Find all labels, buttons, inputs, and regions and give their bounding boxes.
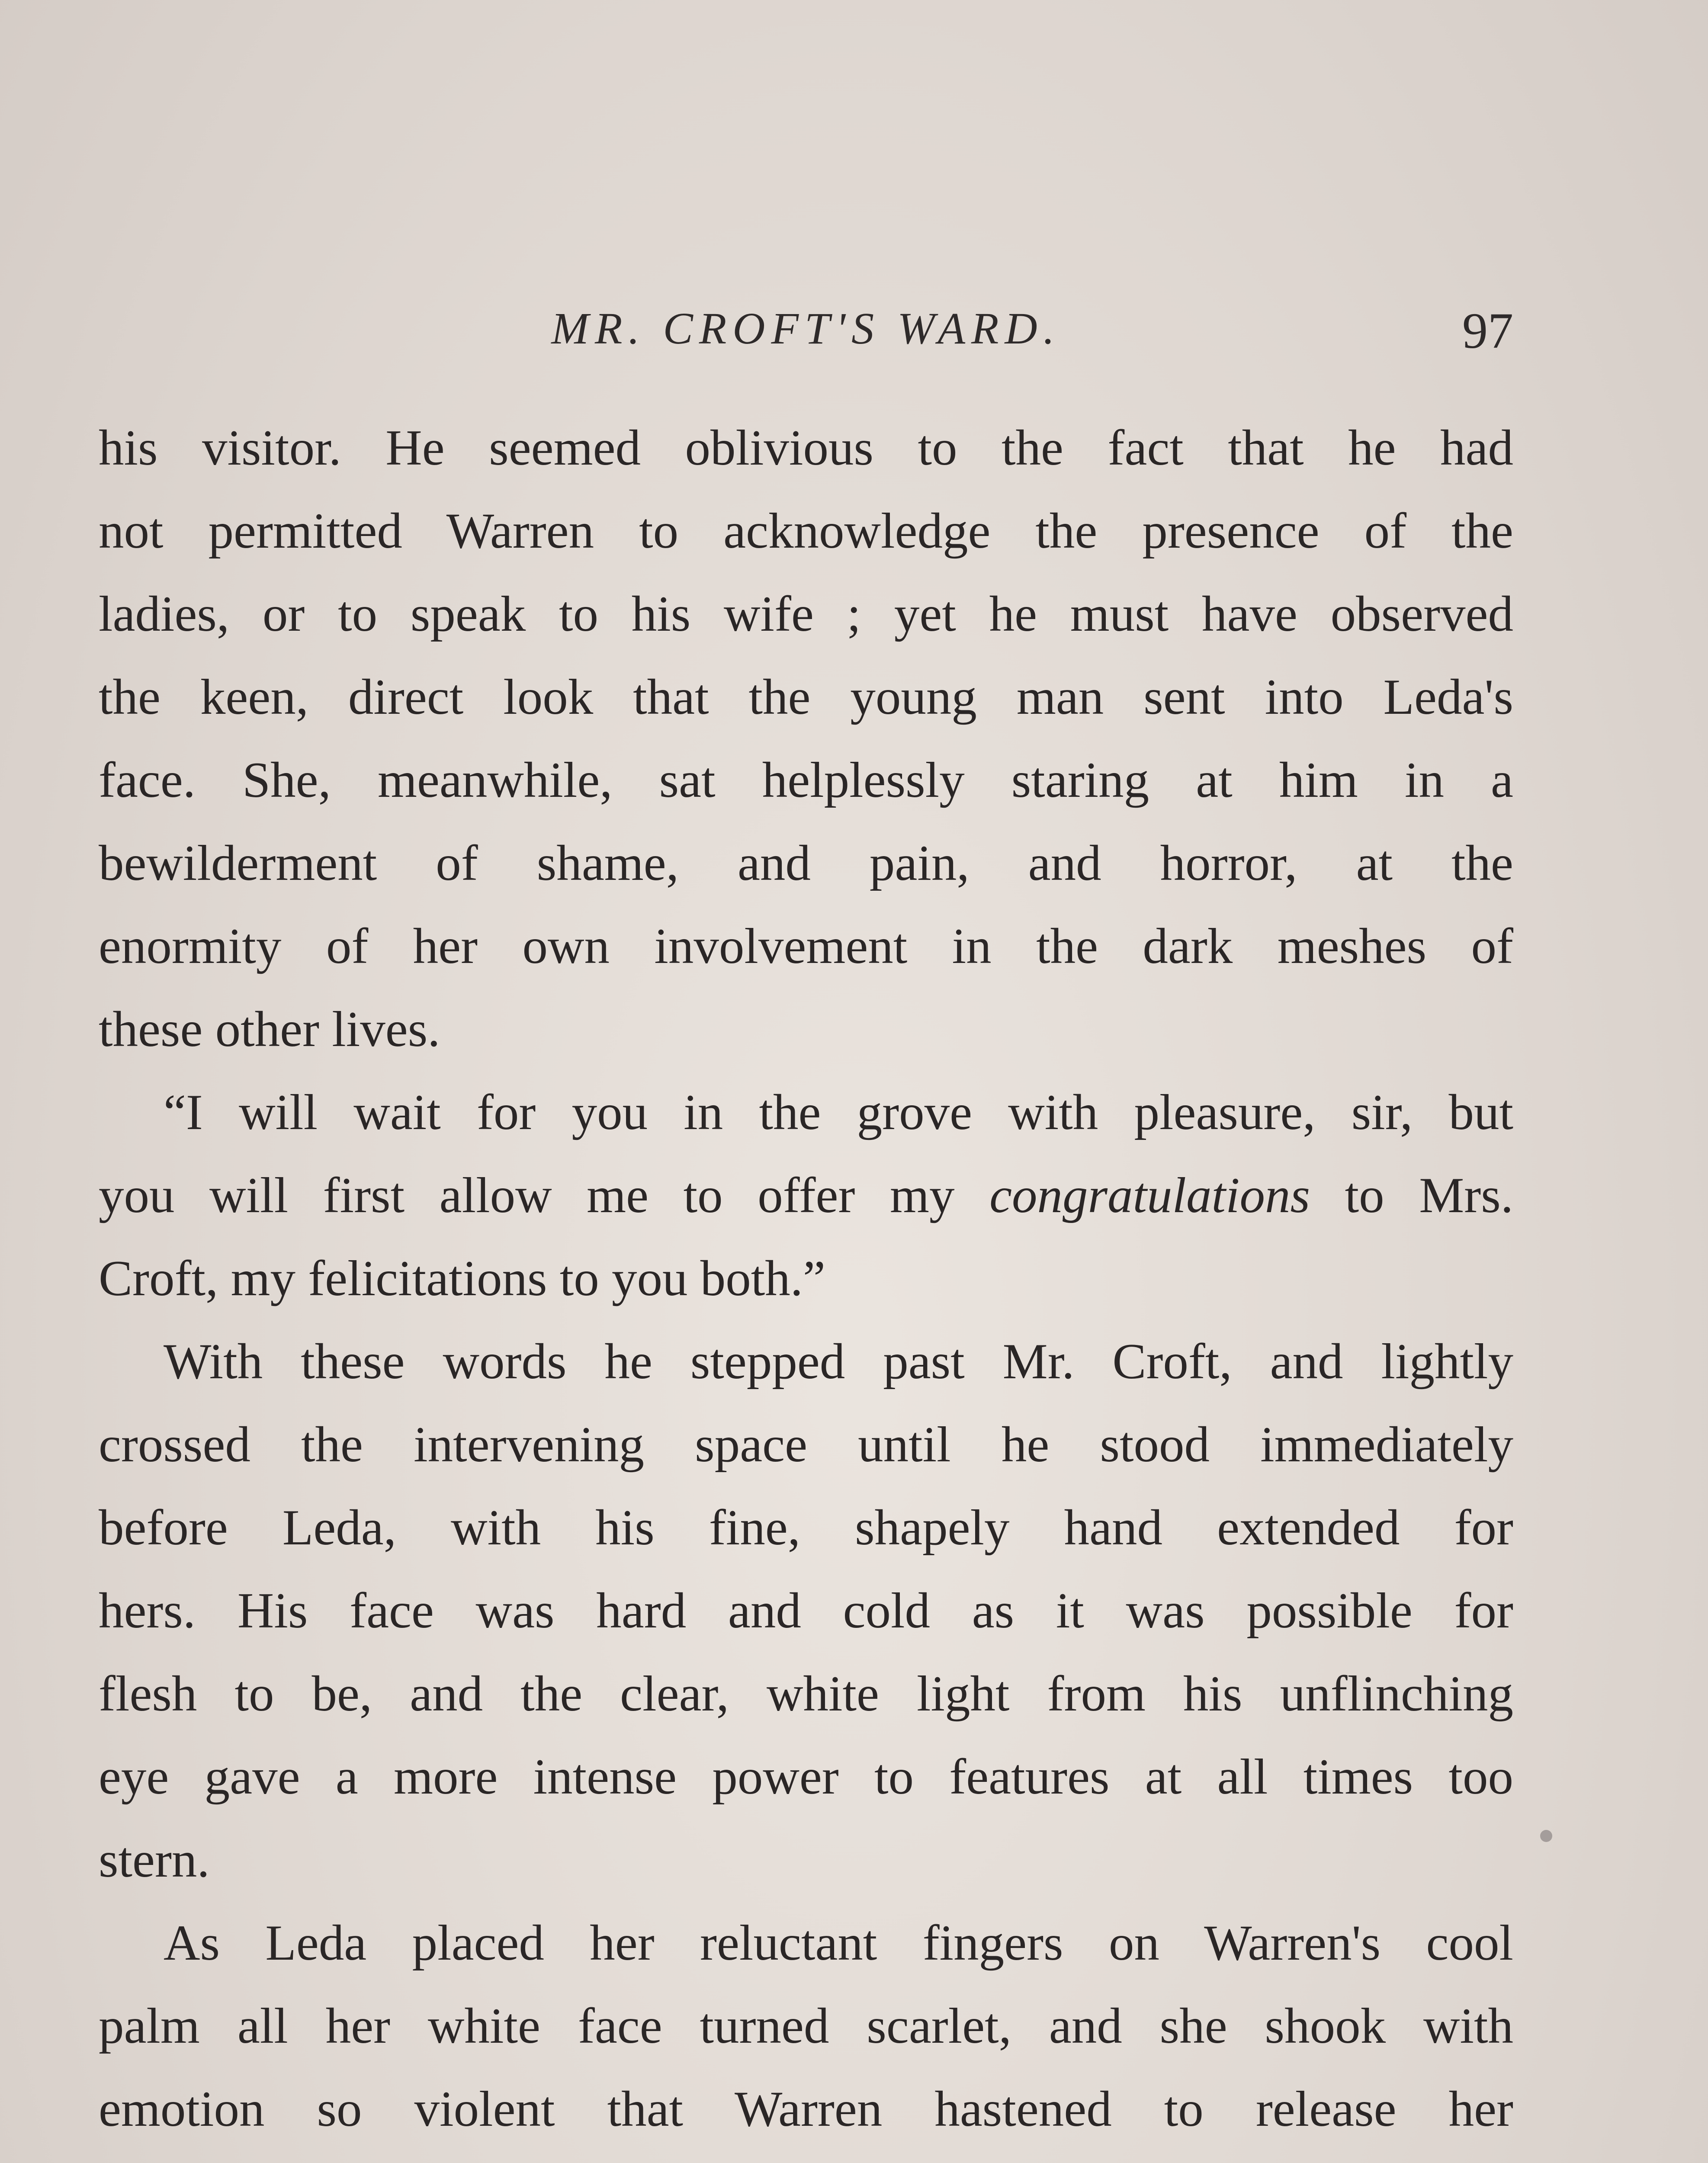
- text-line: ladies, or to speak to his wife ; yet he must have observed: [99, 586, 1513, 642]
- text-line: hers. His face was hard and cold as it was possible for: [99, 1583, 1513, 1639]
- text-line: stern.: [99, 1832, 210, 1888]
- text-line-with-italic: [99, 1154, 1513, 1237]
- text-segment: to Mrs.: [1345, 1168, 1513, 1223]
- text-line: not permitted Warren to acknowledge the presence of the: [99, 503, 1513, 559]
- text-line: the keen, direct look that the young man sent into Leda's: [99, 669, 1513, 725]
- text-line: [99, 2151, 1513, 2163]
- text-line: flesh to be, and the clear, white light from his unflinching: [99, 1666, 1513, 1722]
- text-line: bewilderment of shame, and pain, and horror, at the: [99, 835, 1513, 891]
- page-header: [99, 294, 1513, 363]
- text-line: As Leda placed her reluctant fingers on Warren's cool: [164, 1915, 1513, 1971]
- text-line: his visitor. He seemed oblivious to the fact that he had: [99, 420, 1513, 476]
- text-line: “I will wait for you in the grove with pleasure, sir, but: [164, 1085, 1513, 1140]
- page-number: 97: [1462, 302, 1513, 359]
- body-text: [99, 407, 1513, 2163]
- text-line: eye gave a more intense power to features at all times too: [99, 1749, 1513, 1805]
- text-line: palm all her white face turned scarlet, and she shook with: [99, 1998, 1513, 2054]
- paper-speck: [1540, 1830, 1552, 1842]
- text-line: Croft, my felicitations to you both.”: [99, 1251, 825, 1306]
- text-segment: you will first allow me to offer my: [99, 1168, 955, 1223]
- running-title: MR. CROFT'S WARD.: [551, 304, 1061, 353]
- text-line: enormity of her own involvement in the dark meshes of: [99, 918, 1513, 974]
- text-line: crossed the intervening space until he stood immediately: [99, 1417, 1513, 1473]
- text-line: before Leda, with his fine, shapely hand extended for: [99, 1500, 1513, 1556]
- text-line: face. She, meanwhile, sat helplessly staring at him in a: [99, 752, 1513, 808]
- text-line: emotion so violent that Warren hastened to release her: [99, 2081, 1513, 2137]
- italic-word: congratulations: [989, 1168, 1310, 1223]
- text-line: With these words he stepped past Mr. Croft, and lightly: [164, 1334, 1513, 1390]
- text-line: these other lives.: [99, 1001, 440, 1057]
